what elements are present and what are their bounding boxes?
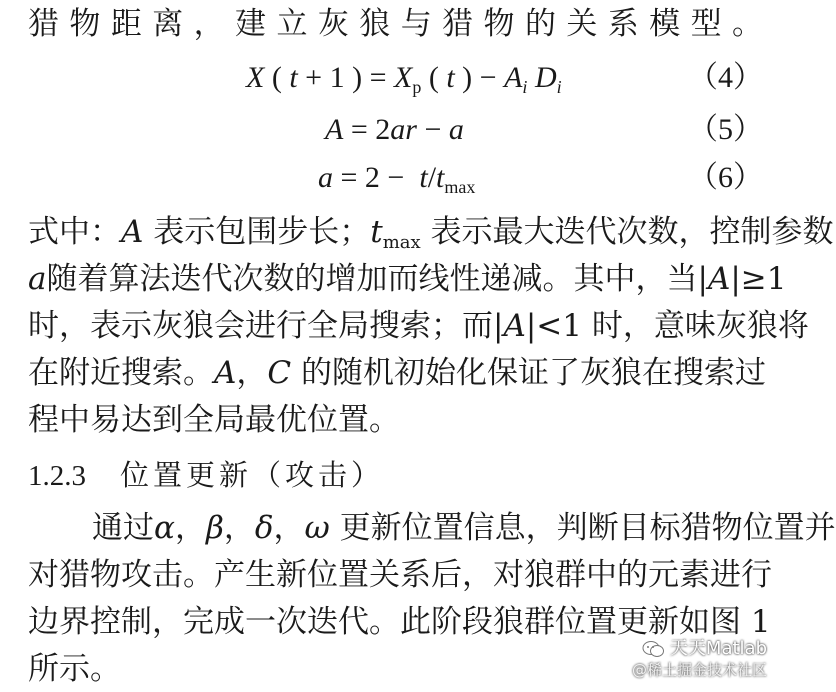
equation-6: $a = 2 - t/t_{max}$ <box>318 161 476 197</box>
watermark-title: 天天Matlab <box>669 638 767 659</box>
para2-line-3: 边界控制，完成一次迭代。此阶段狼群位置更新如图 1 <box>28 604 771 640</box>
para2-line-4: 所示。 <box>28 651 121 687</box>
equation-4-number: （4） <box>688 61 763 94</box>
para1-line-2: a随着算法迭代次数的增加而线性递减。其中，当|A|≥1 <box>28 261 787 297</box>
watermark-site: @稀土掘金技术社区 <box>631 661 767 679</box>
section-heading: 1.2.3 位置更新（攻击） <box>28 458 385 492</box>
para1-line-3: 时，表示灰狼会进行全局搜索；而|A|<1 时，意味灰狼将 <box>28 308 809 344</box>
para1-line-5: 程中易达到全局最优位置。 <box>28 402 400 438</box>
equation-6-number: （6） <box>688 161 763 194</box>
para1-line-4: 在附近搜索。A，C 的随机初始化保证了灰狼在搜索过 <box>28 355 766 391</box>
para2-line-1: 通过α，β，δ，ω 更新位置信息，判断目标猎物位置并 <box>92 510 836 546</box>
para2-line-2: 对猎物攻击。产生新位置关系后，对狼群中的元素进行 <box>28 557 772 593</box>
wechat-icon <box>642 640 664 658</box>
equation-5-number: （5） <box>688 113 763 146</box>
equation-4: X ( t + 1 ) = $X_p$ ( t ) − $A_i$ $D_i$ <box>246 61 562 97</box>
para1-line-1: 式中：A 表示包围步长；$t_{max}$ 表示最大迭代次数，控制参数 <box>28 214 834 253</box>
watermark <box>632 638 767 680</box>
equation-5: A = 2ar − a <box>325 113 464 146</box>
text-line-1: 猎物距离，建立灰狼与猎物的关系模型。 <box>28 6 763 42</box>
